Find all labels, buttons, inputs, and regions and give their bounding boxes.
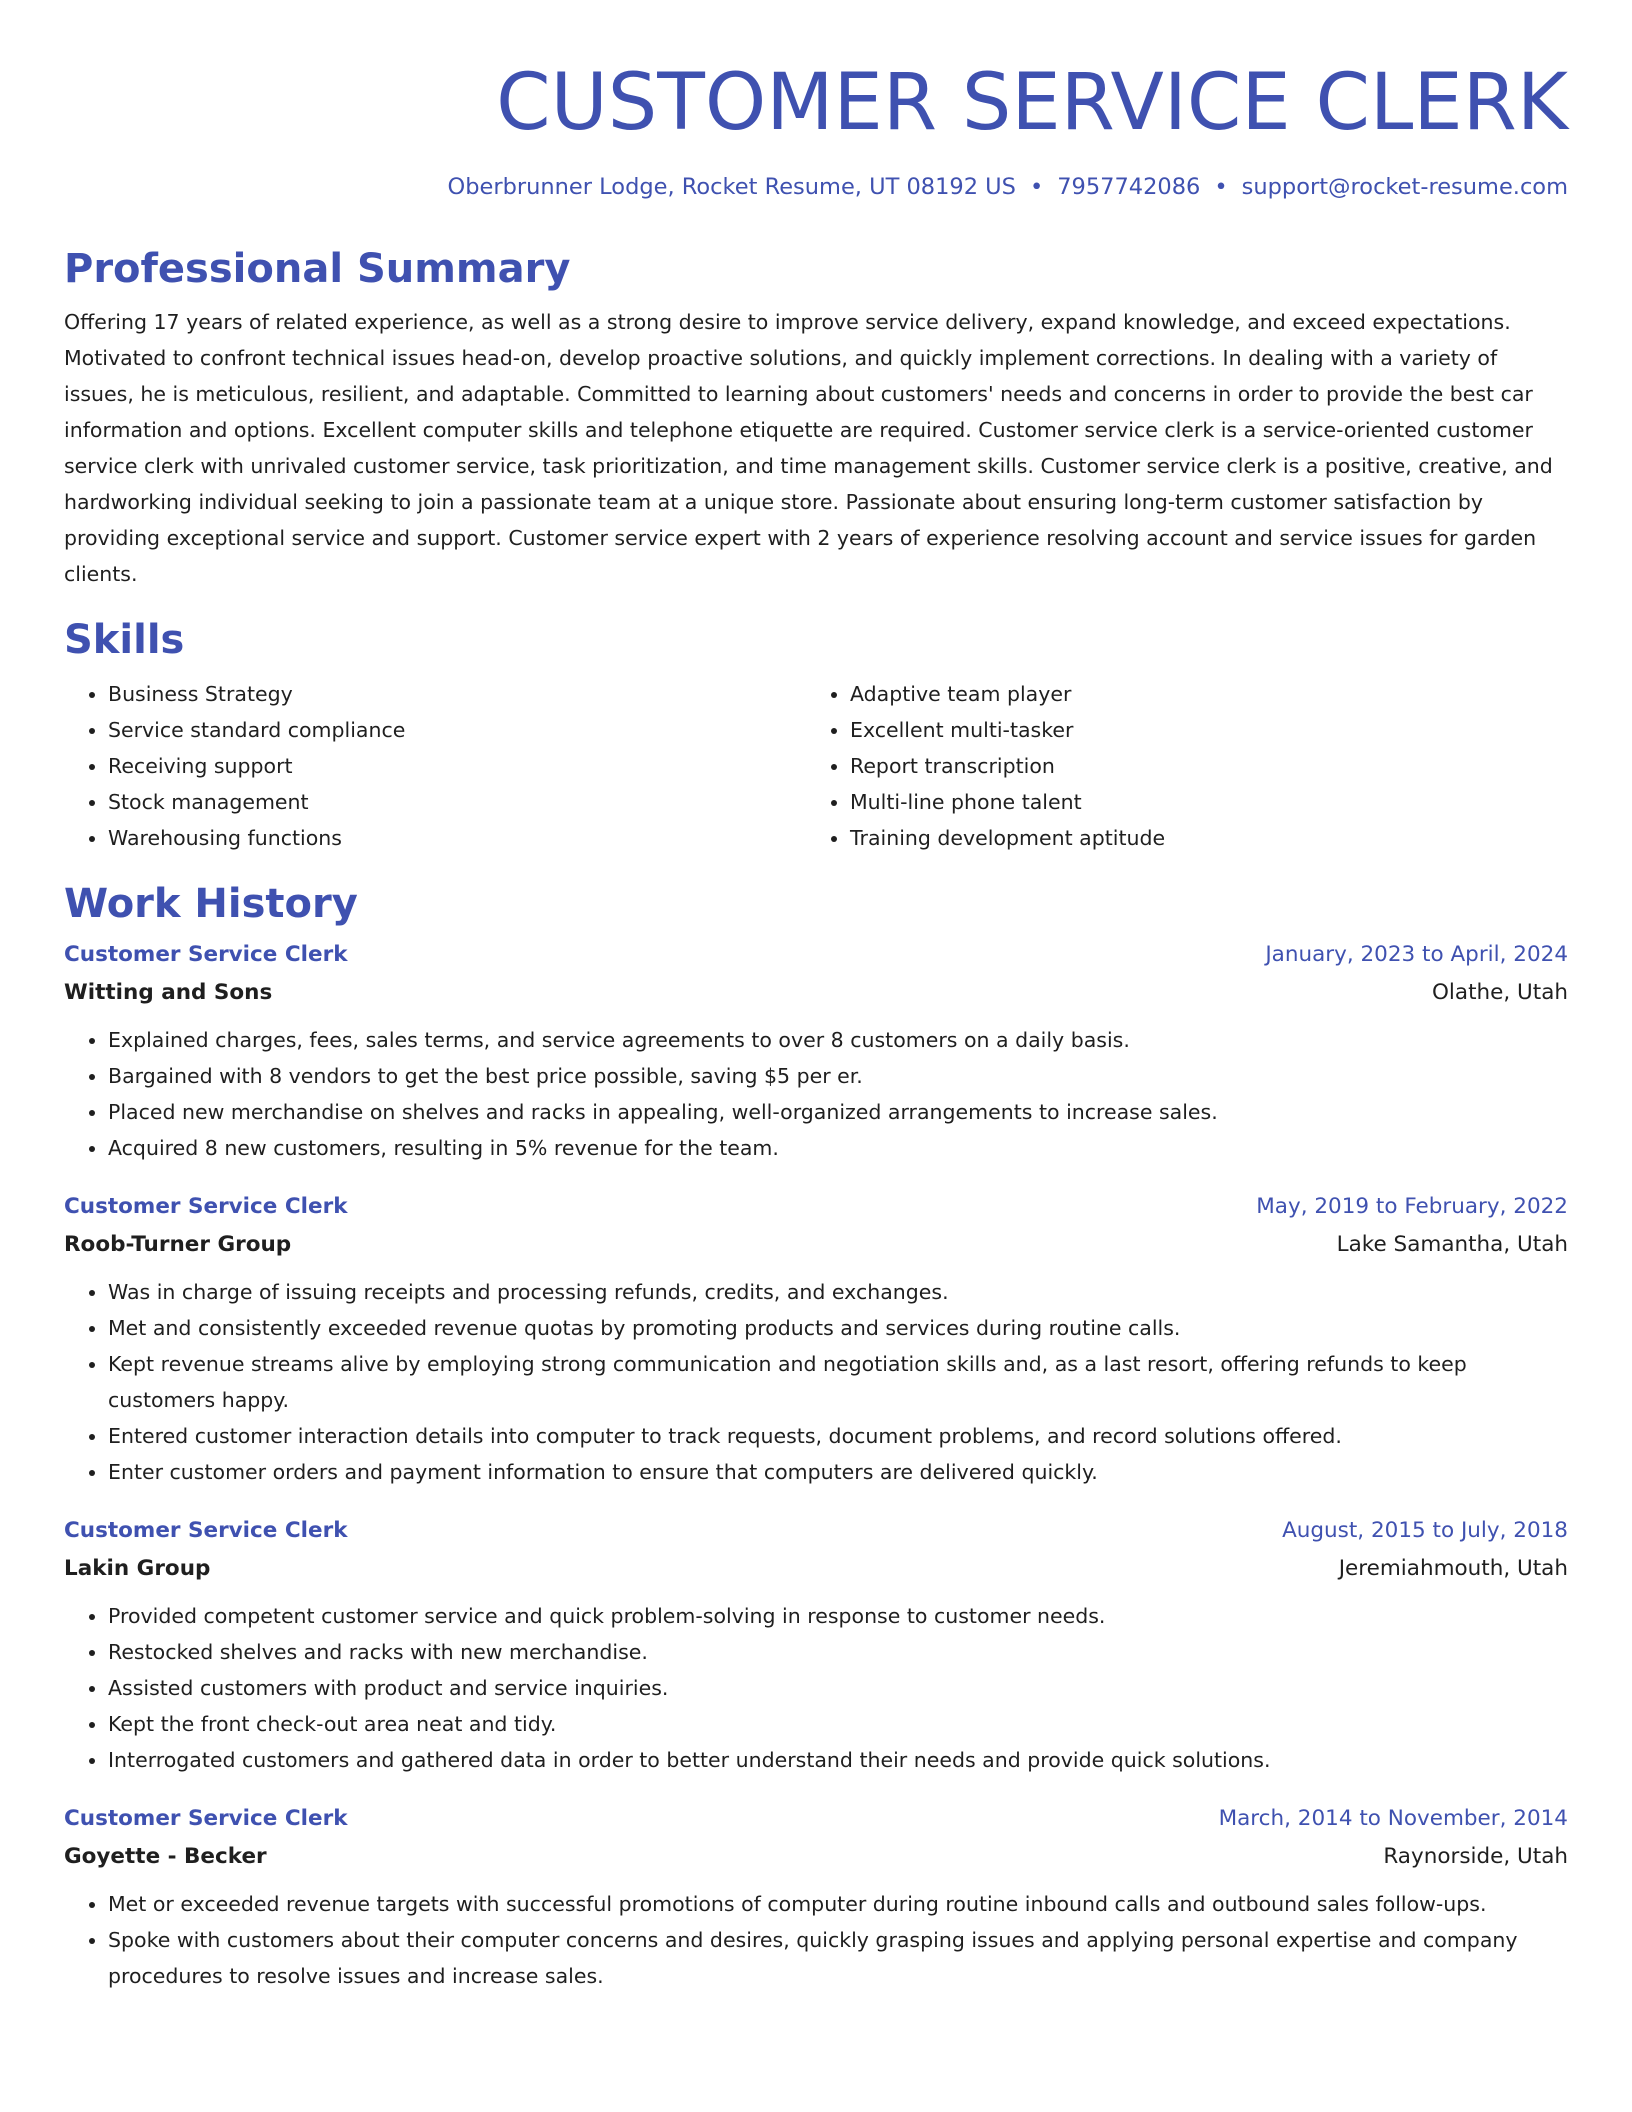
- job-location: Lake Samantha, Utah: [1336, 1232, 1568, 1257]
- job-bullet: • Spoke with customers about their computer concerns and desires, quickly grasping issues and applying personal expertise and company procedures to resolve issues and increase sales.: [108, 1922, 1568, 1994]
- job-dates: March, 2014 to November, 2014: [1218, 1806, 1568, 1831]
- contact-phone: 7957742086: [1057, 174, 1201, 200]
- job-bullets: [64, 1886, 1568, 1994]
- job-bullet: • Entered customer interaction details into computer to track requests, document problems, and record solutions offered.: [108, 1418, 1568, 1454]
- job-company: Roob-Turner Group: [64, 1232, 292, 1257]
- job-company: Witting and Sons: [64, 980, 273, 1005]
- job-dates: January, 2023 to April, 2024: [1265, 942, 1568, 967]
- skill-item: • Excellent multi-tasker: [850, 712, 1548, 748]
- job-bullet: • Provided competent customer service and quick problem-solving in response to customer needs.: [108, 1598, 1568, 1634]
- summary-heading: Professional Summary: [64, 246, 571, 292]
- job-dates: August, 2015 to July, 2018: [1282, 1518, 1568, 1543]
- job-title: Customer Service Clerk: [64, 942, 348, 967]
- skill-item: • Receiving support: [108, 748, 806, 784]
- job-bullets: [64, 1598, 1568, 1778]
- job-bullet: • Restocked shelves and racks with new merchandise.: [108, 1634, 1568, 1670]
- skills-heading: Skills: [64, 617, 185, 663]
- job-entry: [64, 936, 1568, 1166]
- job-title: Customer Service Clerk: [64, 1518, 348, 1543]
- job-bullet: • Kept revenue streams alive by employing strong communication and negotiation skills and, as a last resort, offering refunds to keep customers happy.: [108, 1346, 1568, 1418]
- job-entry: [64, 1512, 1568, 1778]
- skills-column-left: [64, 676, 806, 856]
- job-entry: [64, 1800, 1568, 1994]
- skill-item: • Warehousing functions: [108, 820, 806, 856]
- skill-item: • Business Strategy: [108, 676, 806, 712]
- job-dates: May, 2019 to February, 2022: [1256, 1194, 1568, 1219]
- job-bullet: • Acquired 8 new customers, resulting in 5% revenue for the team.: [108, 1130, 1568, 1166]
- job-location: Raynorside, Utah: [1383, 1844, 1568, 1869]
- job-bullet: • Explained charges, fees, sales terms, and service agreements to over 8 customers on a daily basis.: [108, 1022, 1568, 1058]
- contact-separator: •: [1214, 174, 1228, 200]
- job-title: Customer Service Clerk: [64, 1194, 348, 1219]
- skills-column-right: [806, 676, 1548, 856]
- skills-list: [64, 676, 1568, 856]
- skill-item: • Adaptive team player: [850, 676, 1548, 712]
- job-bullet: • Kept the front check-out area neat and tidy.: [108, 1706, 1568, 1742]
- job-bullet: • Placed new merchandise on shelves and racks in appealing, well-organized arrangements to increase sales.: [108, 1094, 1568, 1130]
- skill-item: • Stock management: [108, 784, 806, 820]
- candidate-name: CUSTOMER SERVICE CLERK: [496, 58, 1568, 148]
- job-company: Lakin Group: [64, 1556, 211, 1581]
- skill-item: • Multi-line phone talent: [850, 784, 1548, 820]
- job-bullet: • Enter customer orders and payment information to ensure that computers are delivered quickly.: [108, 1454, 1568, 1490]
- job-company: Goyette - Becker: [64, 1844, 267, 1869]
- skill-item: • Training development aptitude: [850, 820, 1548, 856]
- job-bullet: • Bargained with 8 vendors to get the best price possible, saving $5 per er.: [108, 1058, 1568, 1094]
- contact-email: support@rocket-resume.com: [1241, 174, 1568, 200]
- contact-separator: •: [1029, 174, 1044, 200]
- resume-page: [64, 0, 1568, 1994]
- job-bullet: • Assisted customers with product and service inquiries.: [108, 1670, 1568, 1706]
- job-bullets: [64, 1274, 1568, 1490]
- job-bullet: • Met or exceeded revenue targets with successful promotions of computer during routine inbound calls and outbound sales follow-ups.: [108, 1886, 1568, 1922]
- contact-address: Oberbrunner Lodge, Rocket Resume, UT 08192 US: [447, 174, 1016, 200]
- job-bullets: [64, 1022, 1568, 1166]
- summary-text: Offering 17 years of related experience, as well as a strong desire to improve service delivery, expand knowledge, and exceed expectations. Motivated to confront technical issues head-on, develop proactive solutions, and quickly implement corrections. In dealing with a variety of issues, he is meticulous, resilient, and adaptable. Committed to learning about customers' needs and concerns in order to provide the best car information and options. Excellent computer skills and telephone etiquette are required. Customer service clerk is a service-oriented customer service clerk with unrivaled customer service, task prioritization, and time management skills. Customer service clerk is a positive, creative, and hardworking individual seeking to join a passionate team at a unique store. Passionate about ensuring long-term customer satisfaction by providing exceptional service and support. Customer service expert with 2 years of experience resolving account and service issues for garden clients.: [64, 310, 1553, 586]
- job-location: Olathe, Utah: [1432, 980, 1568, 1005]
- job-bullet: • Was in charge of issuing receipts and processing refunds, credits, and exchanges.: [108, 1274, 1568, 1310]
- job-bullet: • Met and consistently exceeded revenue quotas by promoting products and services during routine calls.: [108, 1310, 1568, 1346]
- work-history-heading: Work History: [64, 881, 358, 927]
- job-title: Customer Service Clerk: [64, 1806, 348, 1831]
- skill-item: • Service standard compliance: [108, 712, 806, 748]
- job-entry: [64, 1188, 1568, 1490]
- contact-line: [64, 172, 1568, 202]
- job-bullet: • Interrogated customers and gathered data in order to better understand their needs and provide quick solutions.: [108, 1742, 1568, 1778]
- job-location: Jeremiahmouth, Utah: [1338, 1556, 1568, 1581]
- skill-item: • Report transcription: [850, 748, 1548, 784]
